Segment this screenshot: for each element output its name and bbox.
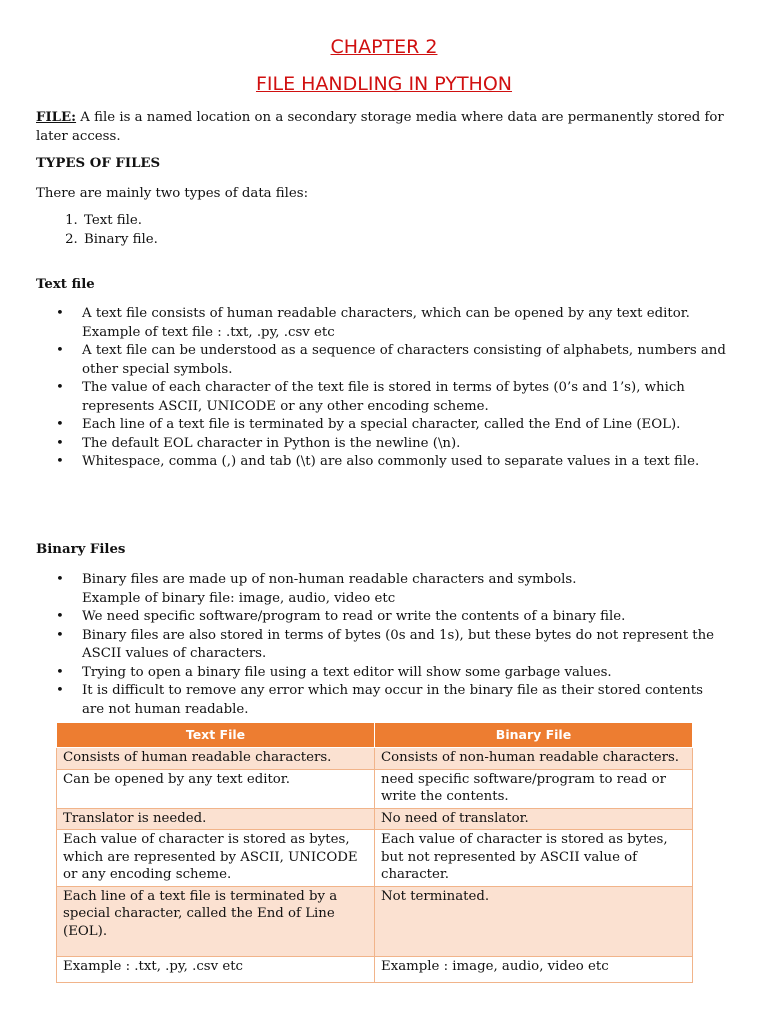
list-item: 2. Binary file.: [82, 231, 726, 250]
chapter-heading: CHAPTER 2: [330, 36, 438, 58]
table-cell: Each value of character is stored as bytes, which are represented by ASCII, UNICODE or any encoding scheme.: [57, 830, 375, 887]
column-header-binary-file: Binary File: [375, 723, 693, 748]
binary-files-heading: Binary Files: [36, 542, 126, 557]
list-item: [36, 608, 726, 627]
bullet-icon: •: [56, 664, 64, 680]
types-lead: There are mainly two types of data files:: [36, 186, 309, 201]
table-cell: Example : image, audio, video etc: [375, 956, 693, 982]
page-title: FILE HANDLING IN PYTHON: [255, 73, 513, 95]
bullet-icon: •: [56, 572, 64, 587]
bullet-icon: •: [56, 417, 64, 432]
list-item: 1. Text file.: [82, 212, 726, 231]
bullet-text: The value of each character of the text file is stored in terms of bytes (0’s and 1’s), which represents ASCII, UNICODE or any other encoding scheme.: [82, 380, 685, 414]
table-row: [57, 886, 693, 956]
bullet-icon: •: [56, 343, 64, 358]
bullet-icon: •: [56, 435, 64, 451]
table-cell: Consists of human readable characters.: [57, 748, 375, 770]
table-row: [57, 956, 693, 982]
table-cell: Not terminated.: [375, 886, 693, 956]
list-item: [36, 342, 726, 379]
table-cell: need specific software/program to read or write the contents.: [375, 769, 693, 808]
table-row: [57, 830, 693, 887]
types-heading: TYPES OF FILES: [36, 156, 161, 171]
bullet-text: Each line of a text file is terminated by a special character, called the End of Line (EOL).: [82, 417, 681, 432]
list-item: [36, 435, 726, 454]
list-item: [36, 453, 726, 472]
text-file-example: Example of text file : .txt, .py, .csv etc: [82, 324, 335, 340]
types-list: [36, 212, 726, 249]
table-row: [57, 769, 693, 808]
comparison-table: [56, 722, 693, 983]
file-term: FILE:: [36, 110, 77, 125]
table-cell: Example : .txt, .py, .csv etc: [57, 956, 375, 982]
list-item: [36, 664, 726, 683]
bullet-text: Whitespace, comma (,) and tab (\t) are also commonly used to separate values in a text file.: [82, 454, 700, 469]
table-cell: Each line of a text file is terminated by a special character, called the End of Line (EOL).: [57, 886, 375, 956]
bullet-icon: •: [56, 380, 64, 395]
bullet-text: A text file can be understood as a sequence of characters consisting of alphabets, numbers and other special symbols.: [82, 343, 726, 377]
table-cell: Consists of non-human readable characters.: [375, 748, 693, 770]
bullet-icon: •: [56, 683, 64, 698]
table-cell: Can be opened by any text editor.: [57, 769, 375, 808]
file-definition: [36, 109, 726, 146]
table-cell: No need of translator.: [375, 808, 693, 830]
list-item: [36, 571, 726, 608]
text-file-heading: Text file: [36, 277, 95, 292]
bullet-text: Trying to open a binary file using a text editor will show some garbage values.: [82, 664, 612, 680]
list-item: [36, 682, 726, 719]
list-item: [36, 627, 726, 664]
bullet-text: It is difficult to remove any error which may occur in the binary file as their stored contents are not human readable.: [82, 683, 703, 717]
bullet-icon: •: [56, 627, 64, 643]
table-row: [57, 748, 693, 770]
text-file-bullets: [36, 305, 726, 472]
list-item: [36, 416, 726, 435]
bullet-icon: •: [56, 609, 64, 624]
bullet-text: Binary files are also stored in terms of bytes (0s and 1s), but these bytes do not represent the ASCII values of characters.: [82, 627, 715, 661]
table-cell: Each value of character is stored as bytes, but not represented by ASCII value of character.: [375, 830, 693, 887]
column-header-text-file: Text File: [57, 723, 375, 748]
bullet-icon: •: [56, 306, 64, 321]
table-cell: Translator is needed.: [57, 808, 375, 830]
bullet-text: A text file consists of human readable characters, which can be opened by any text editor.: [82, 306, 690, 321]
list-item: [36, 305, 726, 342]
list-item: [36, 379, 726, 416]
binary-file-example: Example of binary file: image, audio, video etc: [82, 590, 396, 606]
bullet-text: We need specific software/program to read or write the contents of a binary file.: [82, 609, 626, 624]
bullet-icon: •: [56, 454, 64, 469]
table-row: [57, 808, 693, 830]
table-header-row: [57, 723, 693, 748]
file-definition-text: A file is a named location on a secondary storage media where data are permanently stored for later access.: [36, 110, 724, 144]
bullet-text: Binary files are made up of non-human readable characters and symbols.: [82, 572, 577, 587]
binary-file-bullets: [36, 571, 726, 719]
bullet-text: The default EOL character in Python is the newline (\n).: [82, 435, 461, 451]
